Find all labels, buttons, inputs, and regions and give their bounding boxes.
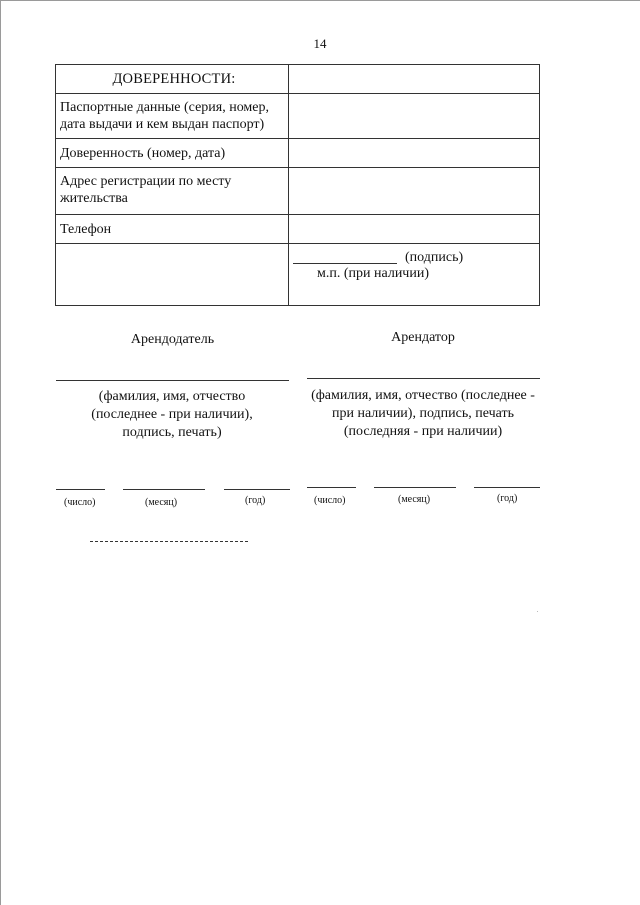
table-row bbox=[56, 244, 540, 306]
table-header: ДОВЕРЕННОСТИ: bbox=[112, 71, 236, 87]
table-row bbox=[56, 168, 540, 215]
powers-of-attorney-table bbox=[55, 64, 540, 306]
phone-label-cell bbox=[56, 215, 289, 244]
tenant-month-label: (месяц) bbox=[398, 494, 431, 505]
landlord-year-line bbox=[224, 489, 290, 490]
page-edge-top bbox=[0, 0, 640, 1]
landlord-note: (фамилия, имя, отчество (последнее - при наличии), подпись, печать) bbox=[91, 389, 253, 440]
tenant-title: Арендатор bbox=[391, 330, 455, 345]
landlord-year-label: (год) bbox=[245, 495, 266, 506]
dashed-separator bbox=[90, 541, 248, 542]
tenant-day-line bbox=[307, 487, 356, 488]
page-edge-left bbox=[0, 0, 1, 905]
landlord-day-label: (число) bbox=[64, 497, 96, 508]
landlord-day-line bbox=[56, 489, 105, 490]
proxy-value-cell bbox=[289, 139, 540, 168]
proxy-label: Доверенность (номер, дата) bbox=[60, 146, 226, 161]
landlord-month-label: (месяц) bbox=[145, 497, 178, 508]
phone-value-cell bbox=[289, 215, 540, 244]
table-row bbox=[56, 94, 540, 139]
tenant-year-line bbox=[474, 487, 540, 488]
address-value-cell bbox=[289, 168, 540, 215]
signature-label: (подпись) bbox=[405, 250, 464, 265]
table-row bbox=[56, 139, 540, 168]
passport-label-cell bbox=[56, 94, 289, 139]
table-row bbox=[56, 215, 540, 244]
signature-cell bbox=[289, 244, 540, 306]
page-number: 14 bbox=[313, 36, 327, 51]
address-label-cell bbox=[56, 168, 289, 215]
scan-speck bbox=[537, 611, 538, 612]
phone-label: Телефон bbox=[60, 222, 112, 237]
tenant-sign-line bbox=[307, 378, 540, 379]
tenant-note: (фамилия, имя, отчество (последнее - при наличии), подпись, печать (последняя - при наличии) bbox=[311, 388, 535, 439]
tenant-year-label: (год) bbox=[497, 493, 518, 504]
tenant-month-line bbox=[374, 487, 456, 488]
tenant-day-label: (число) bbox=[314, 495, 346, 506]
header-cell bbox=[56, 65, 289, 94]
proxy-label-cell bbox=[56, 139, 289, 168]
passport-value-cell bbox=[289, 94, 540, 139]
passport-label: Паспортные данные (серия, номер, дата выдачи и кем выдан паспорт) bbox=[60, 100, 270, 132]
header-value-cell bbox=[289, 65, 540, 94]
landlord-title: Арендодатель bbox=[130, 332, 215, 347]
landlord-sign-line bbox=[56, 380, 289, 381]
empty-cell bbox=[56, 244, 289, 306]
signature-line bbox=[293, 263, 397, 264]
stamp-label: м.п. (при наличии) bbox=[317, 266, 429, 281]
landlord-month-line bbox=[123, 489, 205, 490]
address-label: Адрес регистрации по месту жительства bbox=[60, 174, 232, 206]
table-row bbox=[56, 65, 540, 94]
